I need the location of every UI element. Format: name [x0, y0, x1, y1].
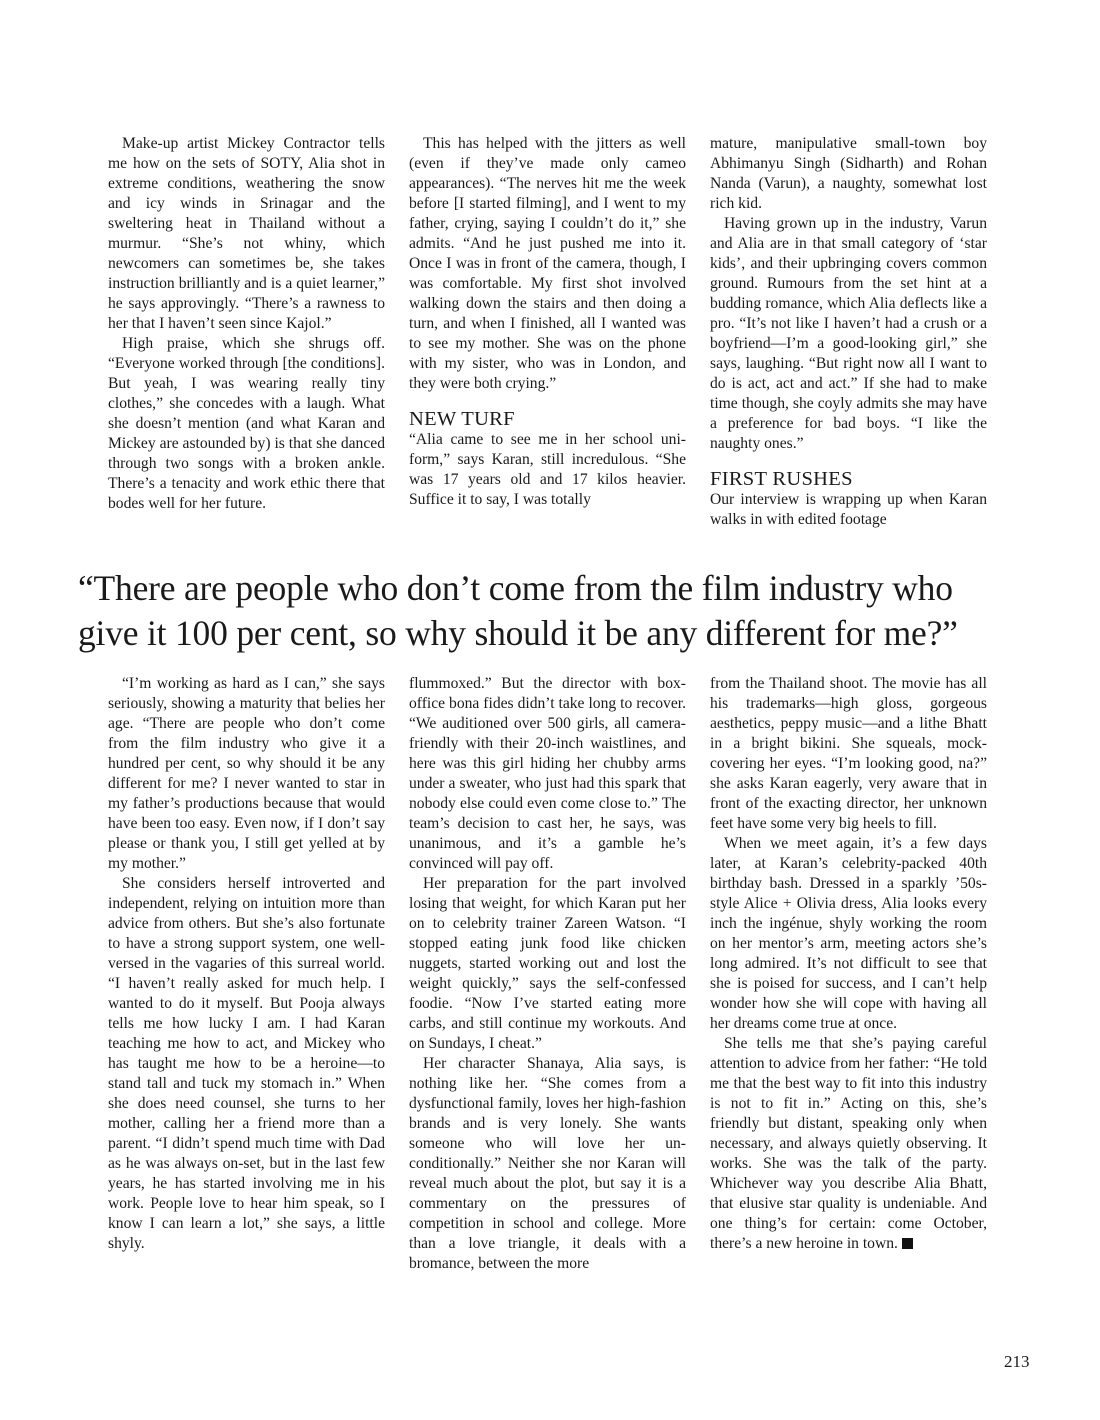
top-column-3: [710, 134, 987, 530]
paragraph: Make-up artist Mickey Contractor tells me how on the sets of SOTY, Alia shot in extreme conditions, weathering the snow and icy winds in Srinagar and the sweltering heat in Thailand without a murmur. “She’s not whiny, which newcomers can sometimes be, she takes instruction brilliantly and is a quiet learner,” he says approvingly. “There’s a rawness to her that I haven’t seen since Kajol.”: [108, 135, 385, 332]
page-number: 213: [1004, 1352, 1030, 1371]
paragraph: flummoxed.” But the director with box-office bona fides didn’t take long to recover. “We auditioned over 500 girls, all camera-friendly with their 20-inch waistlines, and here was this girl hiding her chubby arms under a sweater, who just had this spark that nobody else could even come close to.” The team’s decision to cast her, he says, was unanimous, and it’s a gamble he’s convinced will pay off.: [409, 675, 686, 872]
end-mark-icon: [902, 1238, 913, 1249]
paragraph: This has helped with the jitters as well (even if they’ve made only cameo appearances). “The nerves hit me the week before [I started filming], and I went to my father, crying, saying I couldn’t do it,” she admits. “And he just pushed me into it. Once I was in front of the camera, though, I was comfortable. My first shot involved walking down the stairs and then doing a turn, and when I finished, all I wanted was to see my mother. She was on the phone with my sister, who was in London, and they were both crying.”: [409, 135, 686, 392]
paragraph: She considers herself introverted and independent, relying on intuition more than advice from others. But she’s also fortunate to have a strong support system, one well-versed in the vagaries of this surreal world. “I haven’t really asked for much help. I wanted to do it myself. But Pooja always tells me how lucky I am. I had Karan teaching me how to act, and Mickey who has taught me how to be a heroine—to stand tall and tuck my stomach in.” When she does need counsel, she turns to her mother, calling her a friend more than a parent. “I didn’t spend much time with Dad as he was always on-set, but in the last few years, he has started involving me in his work. People love to hear him speak, so I know I can learn a lot,” she says, a little shyly.: [108, 875, 385, 1252]
bottom-column-1: [108, 674, 385, 1254]
pull-quote: [78, 566, 1038, 656]
top-column-1: [108, 134, 385, 514]
bottom-column-3: [710, 674, 987, 1254]
paragraph: Our interview is wrapping up when Karan walks in with edited footage: [710, 491, 987, 528]
top-column-2: [409, 134, 686, 510]
paragraph: mature, manipulative small-town boy Abhimanyu Singh (Sidharth) and Rohan Nanda (Varun), a naughty, somewhat lost rich kid.: [710, 135, 987, 212]
bottom-column-2: [409, 674, 686, 1274]
section-heading-new-turf: NEW TURF: [409, 408, 515, 430]
paragraph: Her preparation for the part involved losing that weight, for which Karan put her on to celebrity trainer Zareen Watson. “I stopped eating junk food like chicken nuggets, started working out and lost the weight quickly,” says the self-confessed foodie. “Now I’ve started eating more carbs, and still continue my workouts. And on Sundays, I cheat.”: [409, 875, 686, 1052]
paragraph: High praise, which she shrugs off. “Everyone worked through [the conditions]. But yeah, I was wearing really tiny clothes,” she concedes with a laugh. What she doesn’t mention (and what Karan and Mickey are astounded by) is that she danced through two songs with a broken ankle. There’s a tenacity and work ethic there that bodes well for her future.: [108, 335, 385, 512]
paragraph: “Alia came to see me in her school uniform,” says Karan, still incredulous. “She was 17 years old and 17 kilos heavier. Suffice it to say, I was totally: [409, 431, 686, 508]
pull-quote-line: “There are people who don’t come from the film industry who: [78, 568, 953, 608]
last-paragraph: [710, 1034, 987, 1254]
paragraph: Her character Shanaya, Alia says, is nothing like her. “She comes from a dysfunctional family, loves her high-fashion brands and is very lonely. She wants someone who will love her unconditionally.” Neither she nor Karan will reveal much about the plot, but say it is a commentary on the pressures of competition in school and college. More than a love triangle, it deals with a bromance, between the more: [409, 1055, 686, 1272]
paragraph: When we meet again, it’s a few days later, at Karan’s celebrity-packed 40th birthday bash. Dressed in a sparkly ’50s-style Alice + Olivia dress, Alia looks every inch the ingénue, shyly working the room on her mentor’s arm, meeting actors she’s long admired. It’s not difficult to see that she is poised for success, and I can’t help wonder how she will cope with having all her dreams come true at once.: [710, 835, 987, 1032]
pull-quote-line: give it 100 per cent, so why should it be any different for me?”: [78, 613, 958, 653]
paragraph: Having grown up in the industry, Varun and Alia are in that small category of ‘star kids’, and their upbringing covers common ground. Rumours from the set hint at a budding romance, which Alia deflects like a pro. “It’s not like I haven’t had a crush or a boyfriend—I’m a good-looking girl,” she says, laughing. “But right now all I want to do is act, act and act.” If she had to make time though, she coyly admits she may have a preference for bad boys. “I like the naughty ones.”: [710, 215, 987, 452]
paragraph-text: She tells me that she’s paying careful attention to advice from her father: “He told me that the best way to fit into this industry is not to fit in.” Acting on this, she’s friendly but distant, speaking only when necessary, and always quietly observing. It works. She was the talk of the party. Whichever way you describe Alia Bhatt, that elusive star quality is undeniable. And one thing’s for certain: come October, there’s a new heroine in town.: [710, 1035, 987, 1252]
paragraph: from the Thailand shoot. The movie has all his trademarks—high gloss, gorgeous aesthetics, peppy music—and a lithe Bhatt in a bright bikini. She squeals, mock-covering her eyes. “I’m looking good, na?” she asks Karan eagerly, very aware that in front of the exacting director, her unknown feet have some very big heels to fill.: [710, 675, 987, 832]
paragraph: “I’m working as hard as I can,” she says seriously, showing a maturity that belies her age. “There are people who don’t come from the film industry who give it a hundred per cent, so why should it be any different for me? I never wanted to star in my father’s productions because that would have been too easy. Even now, if I don’t say please or thank you, I still get yelled at by my mother.”: [108, 675, 385, 872]
section-heading-first-rushes: FIRST RUSHES: [710, 468, 853, 490]
